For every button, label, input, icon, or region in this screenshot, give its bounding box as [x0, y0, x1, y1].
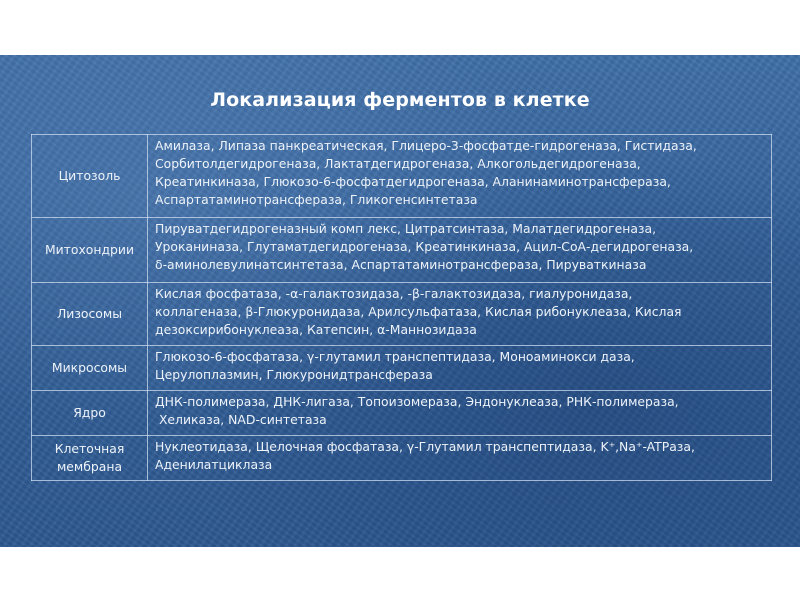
enzymes-cell [148, 436, 772, 481]
table-row [32, 283, 772, 346]
enzyme-line: Сорбитолдегидрогеназа, Лактатдегидрогеназа, Алкогольдегидрогеназа, [155, 156, 641, 171]
enzyme-line: Аденилатциклаза [155, 457, 273, 472]
enzyme-line: Глюкозо-6-фосфатаза, γ-глутамил транспептидаза, Моноаминокси даза, [155, 349, 635, 364]
location-cell: Цитозоль [32, 135, 148, 218]
location-cell: Микросомы [32, 346, 148, 391]
enzymes-cell [148, 346, 772, 391]
table-row [32, 436, 772, 481]
enzymes-cell [148, 283, 772, 346]
slide-background [0, 55, 800, 547]
enzyme-line: Церулоплазмин, Глюкуронидтрансфераза [155, 367, 433, 382]
enzyme-line: Уроканиназа, Глутаматдегидрогеназа, Креатинкиназа, Ацил-СоА-дегидрогеназа, [155, 239, 694, 254]
location-cell: Ядро [32, 391, 148, 436]
enzyme-line: Нуклеотидаза, Щелочная фосфатаза, γ-Глутамил транспептидаза, K⁺,Na⁺-ATPаза, [155, 439, 695, 454]
table-row [32, 218, 772, 283]
location-line: мембрана [56, 459, 123, 474]
enzymes-cell [148, 135, 772, 218]
enzyme-line: ДНК-полимераза, ДНК-лигаза, Топоизомераза, Эндонуклеаза, РНК-полимераза, [155, 394, 679, 409]
enzyme-line: Амилаза, Липаза панкреатическая, Глицеро-3-фосфатде-гидрогеназа, Гистидаза, [155, 138, 697, 153]
enzyme-line: Пируватдегидрогеназный комп лекс, Цитратсинтаза, Малатдегидрогеназа, [155, 221, 657, 236]
location-cell [32, 436, 148, 481]
enzyme-localization-table [31, 134, 772, 481]
slide-title: Локализация ферментов в клетке [210, 89, 590, 111]
enzyme-line: дезоксирибонуклеаза, Катепсин, α-Маннозидаза [155, 322, 477, 337]
table-row [32, 135, 772, 218]
table-row [32, 391, 772, 436]
enzyme-line: Аспартатаминотрансфераза, Гликогенсинтетаза [155, 192, 478, 207]
enzyme-line: Креатинкиназа, Глюкозо-6-фосфатдегидрогеназа, Аланинаминотрансфераза, [155, 174, 671, 189]
location-cell: Лизосомы [32, 283, 148, 346]
location-line: Клеточная [54, 441, 125, 456]
enzyme-line: Кислая фосфатаза, -α-галактозидаза, -β-галактозидаза, гиалуронидаза, [155, 286, 633, 301]
enzyme-line: Хеликаза, NAD-синтетаза [155, 412, 327, 427]
enzymes-cell [148, 218, 772, 283]
enzyme-line: δ-аминолевулинатсинтетаза, Аспартатаминотрансфераза, Пируваткиназа [155, 257, 647, 272]
table-row [32, 346, 772, 391]
location-cell: Митохондрии [32, 218, 148, 283]
enzymes-cell [148, 391, 772, 436]
enzyme-line: коллагеназа, β-Глюкуронидаза, Арилсульфатаза, Кислая рибонуклеаза, Кислая [155, 304, 682, 319]
